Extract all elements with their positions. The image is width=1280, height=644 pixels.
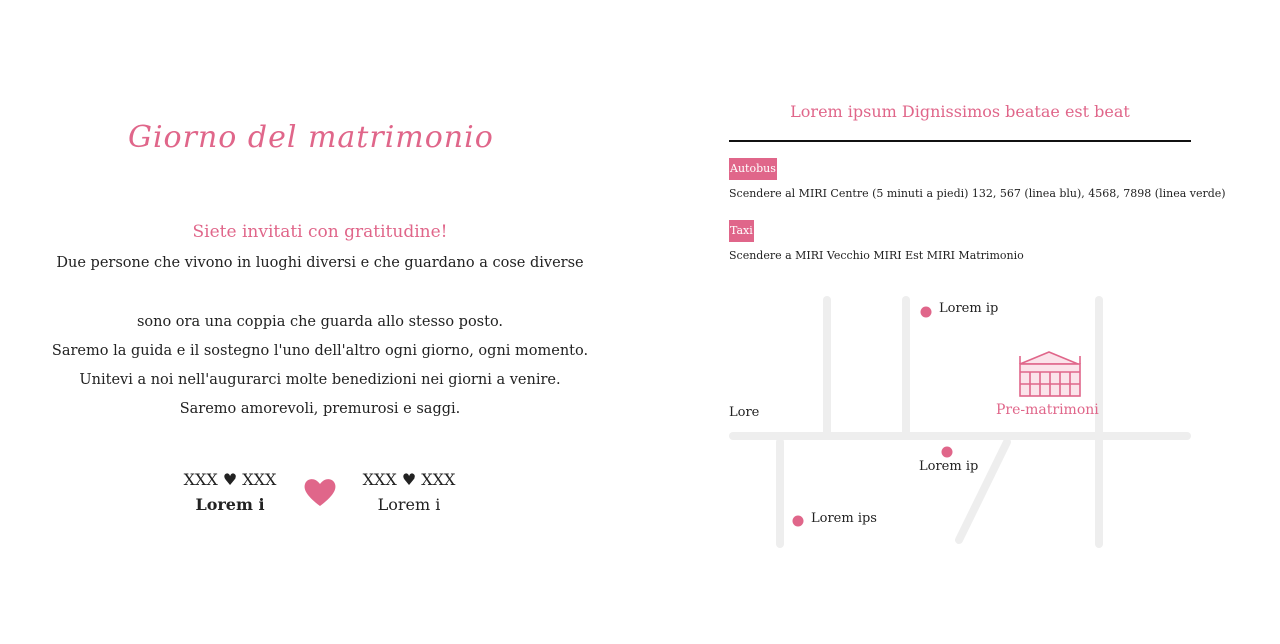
poi-bottom-label: Lorem ips [811,511,877,526]
venue-building-icon [1020,352,1080,396]
invitation-heading: Siete invitati con gratitudine! [192,222,448,242]
paragraph-line-3: Saremo la guida e il sostegno l'uno dell'altro ogni giorno, ogni momento. [51,343,589,359]
map-road [959,442,1007,540]
paragraph-line-5: Saremo amorevoli, premurosi e saggi. [179,401,461,417]
groom-name: Lorem i [195,495,265,514]
poi-mid-label: Lorem ip [919,459,979,474]
poi-top-label: Lorem ip [939,301,999,316]
poi-mid-marker [942,447,953,458]
taxi-directions: Scendere a MIRI Vecchio MIRI Est MIRI Matrimonio [729,249,1024,262]
bride-name: Lorem i [377,495,441,514]
groom-names: XXX ♥ XXX [183,470,277,489]
bus-directions: Scendere al MIRI Centre (5 minuti a piedi) 132, 567 (linea blu), 4568, 7898 (linea verde) [729,187,1226,200]
paragraph-line-2: sono ora una coppia che guarda allo stesso posto. [136,314,504,330]
paragraph-line-1: Due persone che vivono in luoghi diversi e che guardano a cose diverse [56,255,584,271]
road-label: Lore [729,405,760,420]
paragraph-line-4: Unitevi a noi nell'augurarci molte benedizioni nei giorni a venire. [79,372,561,388]
directions-heading: Lorem ipsum Dignissimos beatae est beat [790,102,1130,121]
venue-label: Pre-matrimoni [996,402,1099,418]
poi-top-marker [921,307,932,318]
script-title: Giorno del matrimonio [128,120,494,155]
taxi-tag: Taxi [729,220,754,242]
bride-names: XXX ♥ XXX [362,470,456,489]
poi-bottom-marker [793,516,804,527]
bus-tag: Autobus [729,158,777,180]
